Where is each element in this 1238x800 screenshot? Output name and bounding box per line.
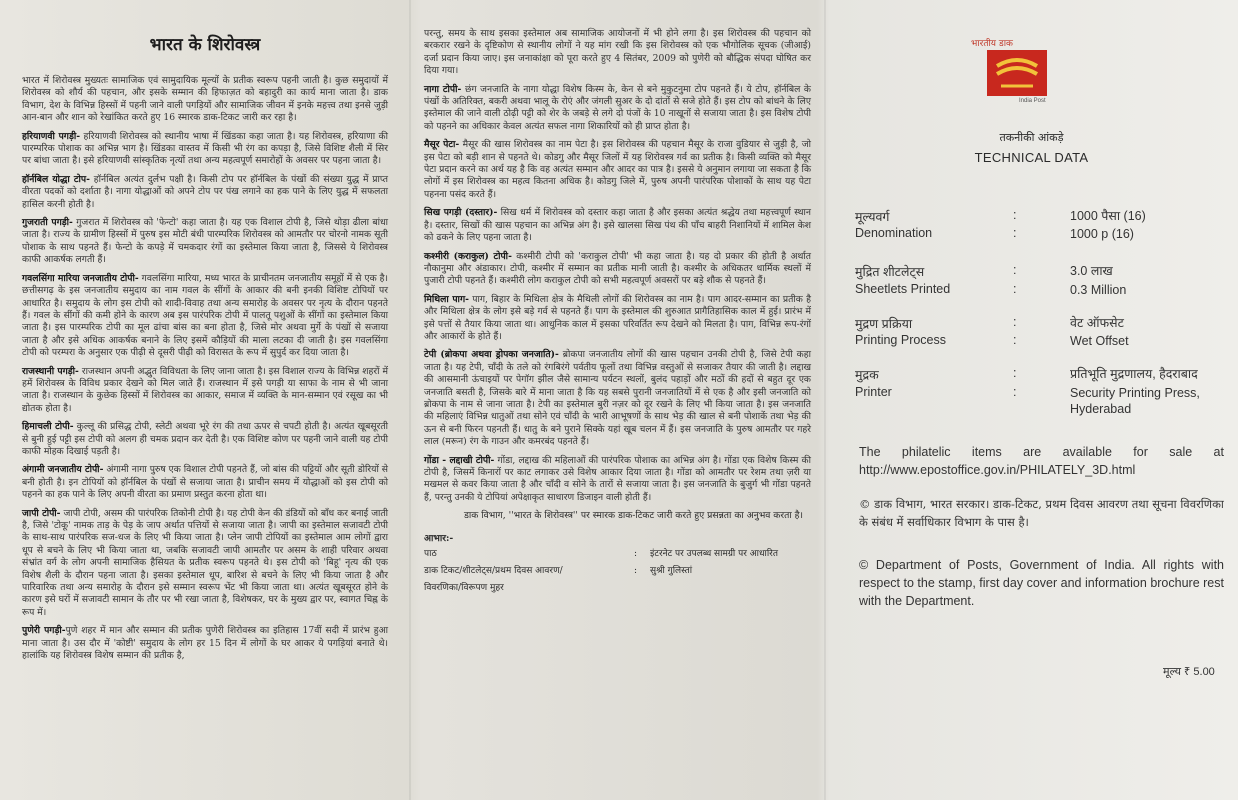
paragraph: [424, 294, 811, 344]
spec-value: Wet Offset: [1070, 334, 1129, 348]
paragraph-text: हॉर्नबिल अत्यंत दुर्लभ पक्षी है। किसी टोप पर हॉर्नबिल के पंखों की संख्या युद्ध में प्राप्त वीरता पदकों को दर्शाता है। नागा योद्धाओं को अपने टोप पर पंख लगाने का हक पाने के लिए युद्ध में सफलता हासिल करनी होती है।: [22, 173, 388, 210]
acknowledgement-value: सुश्री गुलिस्तां: [650, 565, 693, 576]
paragraph-text: राजस्थान अपनी अद्भुत विविधता के लिए जाना जाता है। इस विशाल राज्य के विभिन्न शहरों में हमें शिरोवस्त्र के विविध प्रकार देखने को मिल जाते हैं। राजस्थान में इसे पगड़ी या साफा के नाम से भी जाना जाता है। राजस्थान के कुछेक हिस्सों में शिरोवस्त्र का आकार, समाज में व्यक्ति के मान-सम्मान एवं रसूख का भी द्योतक होता है।: [22, 365, 388, 414]
paragraph: [22, 366, 388, 416]
paragraph-heading: टेपी (ब्रोकपा अथवा ड्रोपका जनजाति)-: [424, 349, 559, 361]
spec-sep: :: [1013, 282, 1017, 296]
paragraph-heading: हिमाचली टोपी-: [22, 421, 74, 433]
spec-sep: :: [1013, 226, 1017, 240]
acknowledgement-sep: :: [634, 565, 638, 576]
paragraph-text: कश्मीरी टोपी को 'कराकुल टोपी' भी कहा जाता है। यह दो प्रकार की होती है अर्थात नौकानुमा और अंडाकार। टोपी, कश्मीर में सम्मान का प्रतीक मानी जाती है। कश्मीर के अधिकतर धार्मिक स्थलों में पुजारी टोपी पहनते हैं। कश्मीरी लोग कराकुल टोपी को सभी महत्वपूर्ण अवसरों पर बड़े शौक से पहनते हैं।: [424, 250, 811, 287]
paragraph: [22, 75, 388, 125]
middle-paragraphs: [424, 28, 811, 504]
paragraph-heading: नागा टोपी-: [424, 83, 462, 95]
paragraph-text: गुजरात में शिरोवस्त्र को 'फेन्टो' कहा जाता है। यह एक विशाल टोपी है, जिसे थोड़ा ढीला बांधा जाता है। राज्य के ग्रामीण हिस्सों में पुरुष इस मोटी बंधी पारम्परिक शिरोवस्त्र को आमतौर पर चोरनो नामक सूती पोशाक के साथ पहनते हैं। फेन्टो के कपड़े में चमकदार रंगों का इस्तेमाल किया जाता है, जिससे ये शिरोवस्त्र काफी आकर्षक लगती हैं।: [22, 217, 388, 266]
spec-label: Printer: [855, 385, 892, 399]
paragraph-heading: गुजराती पगड़ी-: [22, 217, 73, 229]
spec-value: प्रतिभूति मुद्रणालय, हैदराबाद: [1070, 367, 1198, 381]
left-paragraphs: [22, 75, 388, 662]
paragraph-text: जापी टोपी, असम की पारंपरिक तिकोनी टोपी है। यह टोपी केन की डंडियों को बाँध कर बनाई जाती है, जिसे 'टोकू' नामक ताड़ के पेड़ के जाप अर्थात पत्तियों से सजाया जाता है। जापी का इस्तेमाल सजावटी टोपी के साथ-साथ पारंपरिक सज-धज के लिए भी किया जाता है। प्लेन जापी टोपियों का इस्तेमाल आम लोगों द्वारा धूप से बचने के लिए भी किया जाता था, जबकि सजावटी जापी आमतौर पर असम के शाही परिवार अथवा संभ्रांत वर्ग के लोग अपनी सामाजिक हैसियत के प्रतीक स्वरूप पहनते थे। इस टोपी को 'बिहू' नृत्य की एक विशेष शैली के दौरान पहना जाता है। इसका इस्तेमाल धूप, बारिश से बचने के लिए भी किया जाता है और पारिवारिक तथा अन्य समारोह के दौरान इसे सम्मान स्वरूप भेंट भी किया जाता था। अत्यंत खूबसूरत होने के कारण इसे घरों में सजावटी सामान के तौर पर भी रखा जाता है, विशेषकर, घर के मुख्य द्वार पर, स्वागत चिह्न के रूप में।: [22, 507, 389, 618]
paragraph-heading: गवलसिंगा मारिया जनजातीय टोपी-: [22, 272, 139, 284]
spec-label: मुद्रण प्रक्रिया: [855, 317, 913, 331]
paragraph-text: गोंडा, लद्दाख की महिलाओं की पारंपरिक पोशाक का अभिन्न अंग है। गोंडा एक विशेष किस्म की टोपी है, जिसमें किनारों पर काट लगाकर उसे विशेष आकार दिया जाता है। गोंडा को आमतौर पर रेशम तथा ज़री या मखमल से कवर किया जाता है और चाँदी व सोने के तारों से सजाया जाता है। इस जनजाति के बुजुर्ग भी गोंडा पहनते हैं, परन्तु उनकी ये टोपियां अपेक्षाकृत साधारण डिजाइन वाली होती हैं।: [424, 454, 811, 503]
acknowledgement-row: [424, 548, 811, 561]
price-label: मूल्य ₹ 5.00: [1163, 666, 1215, 678]
spec-label: Denomination: [855, 226, 933, 240]
paragraph: [22, 421, 388, 458]
spec-label: Printing Process: [855, 333, 947, 347]
paragraph-heading: हॉर्नबिल योद्धा टोप-: [22, 173, 90, 185]
paragraph-heading: पुणेरी पगड़ी-: [22, 625, 66, 637]
copyright-english: © Department of Posts, Government of India. All rights with respect to the stamp, first day cover and information brochure rest with the Department.: [859, 558, 1224, 608]
paragraph-text: हरियाणवी शिरोवस्त्र को स्थानीय भाषा में खिंडका कहा जाता है। यह शिरोवस्त्र, हरियाणा की पारम्परिक पोशाक का अभिन्न भाग है। खिंडका वास्तव में किसी भी रंग का कपड़ा है, जिसे विशिष्ट शैली में सिर पर बांधा जाता है। इसे हरियाणवी सांस्कृतिक नृत्यों तथा अन्य महत्वपूर्ण समारोहों के अवसर पर पहना जाता है।: [22, 130, 388, 167]
paragraph: [424, 28, 811, 78]
closing-note: डाक विभाग, ''भारत के शिरोवस्त्र'' पर स्मारक डाक-टिकट जारी करते हुए प्रसन्नता का अनुभव करता है।: [464, 510, 804, 522]
acknowledgement-value: इंटरनेट पर उपलब्ध सामग्री पर आधारित: [650, 548, 778, 559]
spec-value: 3.0 लाख: [1070, 264, 1113, 278]
paragraph-heading: जापी टोपी-: [22, 507, 61, 519]
spec-sep: :: [1013, 315, 1017, 329]
spec-label: मुद्रित शीटलेट्स: [855, 265, 925, 279]
acknowledgement-list: [424, 548, 811, 595]
paragraph: [424, 349, 811, 448]
spec-label: Sheetlets Printed: [855, 282, 951, 296]
paragraph-heading: मिथिला पाग-: [424, 293, 469, 305]
india-post-logo: [971, 36, 1061, 116]
spec-sep: :: [1013, 208, 1017, 222]
paragraph-heading: मैसूर पेटा-: [424, 139, 460, 151]
right-column: [825, 0, 1238, 800]
paragraph-text: सिख धर्म में शिरोवस्त्र को दस्तार कहा जाता है और इसका अत्यंत श्रद्धेय तथा महत्त्वपूर्ण स्थान है। दस्तार, सिखों की खास पहचान का अभिन्न अंग है। इसे खालसा सिख पंथ की पाँच बाहरी निशानियों में शामिल केश को ढकने के लिए पहना जाता है।: [424, 207, 811, 244]
spec-value: 0.3 Million: [1070, 283, 1127, 297]
logo-subtext: India Post: [1019, 98, 1046, 104]
paragraph: [424, 207, 811, 244]
spec-sep: :: [1013, 366, 1017, 380]
spec-value: 1000 पैसा (16): [1070, 209, 1146, 223]
paragraph-text: कुल्लू की प्रसिद्ध टोपी, स्लेटी अथवा भूरे रंग की तथा ऊपर से चपटी होती है। अत्यंत खूबसूरती से बुनी हुई पट्टी इस टोपी को अलग ही चमक प्रदान कर देती है। एक विशिष्ट कोण पर पहनी जाने वाली यह टोपी काफी मोहक दिखाई पड़ती है।: [22, 421, 388, 457]
paragraph-heading: राजस्थानी पगड़ी-: [22, 365, 79, 377]
paragraph: [22, 174, 388, 211]
paragraph-text: पुणे शहर में मान और सम्मान की प्रतीक पुणेरी शिरोवस्त्र का इतिहास 17वीं सदी में प्रारंभ हुआ माना जाता है। उस दौर में 'कोष्टी' समुदाय के लोग हर 15 दिन में लोगों के घर आकर ये पगड़ियां बनाते थे। हालांकि यह शिरोवस्त्र विशेष सम्मान की प्रतीक है,: [22, 625, 388, 662]
acknowledgement-row: [424, 582, 811, 595]
spec-sep: :: [1013, 333, 1017, 347]
copyright-hindi: © डाक विभाग, भारत सरकार। डाक-टिकट, प्रथम दिवस आवरण तथा सूचना विवरणिका के संबंध में सर्वाधिकार विभाग के पास है।: [859, 497, 1224, 529]
paragraph: [424, 139, 811, 201]
paragraph-text: ब्रोकपा जनजातीय लोगों की खास पहचान उनकी टोपी है, जिसे टेपी कहा जाता है। यह टेपी, चाँदी के तले को रंगबिरंगे पर्वतीय फूलों तथा विभिन्न वस्तुओं से सजाकर तैयार की जाती है। लद्दाख की आसमानी ऊंचाइयों पर पेगॉग झील जैसे सामान्य पर्यटन स्थलों, बुलंद पहाड़ों और मठों की हदों से बहुत दूर एक जनजाति बसती है, जिसके बारे में माना जाता है कि यह सबसे पुरानी जनजातियों में से एक है और इसी जनजाति को ब्रोकपा के नाम से जाना जाता है। टेपी का इस्तेमाल बुरी नज़र को दूर रखने के लिए भी किया जाता है। इस जनजाति की महिलाएं विभिन्न धातुओं तथा सोने एवं चाँदी के भारी आभूषणों के साथ भेड़ की खाल से बनी पोशाकें तथा भेड़ की ऊन से बनी फिरन पहनती हैं। धातु के बने पुराने सिक्के यहां खूब चलन में हैं। इस जनजाति के पुरुष आमतौर पर गहरे लाल (मरून) रंग के गाउन और कमरबंद पहनते हैं।: [424, 349, 811, 448]
spec-label: मूल्यवर्ग: [855, 210, 890, 224]
acknowledgement-sep: :: [634, 548, 638, 559]
paragraph: [22, 217, 388, 267]
paragraph-text: भारत में शिरोवस्त्र मुख्यतः सामाजिक एवं सामुदायिक मूल्यों के प्रतीक स्वरूप पहनी जाती है। कुछ समुदायों में शिरोवस्त्र को शौर्य की पहचान, और इसके सम्मान की हिफाज़त को बहादुरी का कार्य माना जाता है। डाक विभाग, देश के विभिन्न हिस्सों में पहनी जाने वाली पगड़ियों और सामाजिक जीवन में इनके महत्त्व तथा इनसे जुड़ी आन-बान और शान को रेखांकित करते हुए 16 स्मारक डाक-टिकट जारी कर रहा है।: [22, 75, 388, 124]
acknowledgement-label: पाठ: [424, 548, 437, 559]
spec-sep: :: [1013, 263, 1017, 277]
spec-label: मुद्रक: [855, 368, 879, 382]
logo-text: भारतीय डाक: [971, 39, 1013, 49]
paragraph: [424, 455, 811, 505]
paragraph: [22, 464, 388, 501]
paragraph: [22, 508, 388, 620]
philatelic-note: The philatelic items are available for sale at http://www.epostoffice.gov.in/PHILATELY_3D.html: [859, 445, 1224, 477]
acknowledgement-row: [424, 565, 811, 578]
logo-mark: [987, 50, 1047, 96]
technical-data-title: TECHNICAL DATA: [974, 150, 1089, 165]
paragraph-text: पाग, बिहार के मिथिला क्षेत्र के मैथिली लोगों की शिरोवस्त्र का नाम है। पाग आदर-सम्मान का प्रतीक है और मिथिला क्षेत्र के लोग इसे बड़े गर्व से पहनते हैं। पाग के इस्तेमाल की शुरुआत प्रागैतिहासिक काल में हुई। प्रारंभ में इसे पत्तों से तैयार किया जाता था। आधुनिक काल में इसका परिवर्तित रूप देखने को मिलता है। पाग, विभिन्न रूप-रंगों और आकारों के होते हैं।: [424, 293, 812, 342]
acknowledgement-label: डाक टिकट/शीटलेट्स/प्रथम दिवस आवरण/: [424, 565, 563, 576]
paragraph-heading: हरियाणवी पगड़ी-: [22, 130, 81, 142]
paragraph-heading: कश्मीरी (कराकुल) टोपी-: [424, 250, 512, 262]
spec-sep: :: [1013, 385, 1017, 399]
acknowledgement-label: विवरणिका/विरूपण मुहर: [424, 582, 504, 593]
acknowledgement-value: [650, 582, 811, 595]
technical-data-title-hindi: तकनीकी आंकड़े: [999, 131, 1064, 144]
paragraph-text: गवलसिंगा मारिया, मध्य भारत के प्राचीनतम जनजातीय समूहों में से एक है। छत्तीसगढ़ के इस जनजातीय समुदाय का नाम गवल के सींगों के आकार की बनी इनकी विशिष्ट टोपियों पर आधारित है। समुदाय के लोग इस टोपी को शादी-विवाह तथा अन्य समारोह के अवसर पर नृत्य के दौरान पहनते हैं। गवल के सींगों की कमी होने के कारण अब इस पारंपरिक टोपी में पालतू पशुओं के सींगों का इस्तेमाल किया जाता है। इस पारम्परिक टोपी का मूल ढांचा बांस का बना होता है, जिसे मोर अथवा मुर्गे के पंखों से सजाया जाता है और इसे अधिक आकर्षक बनाने के लिए इसमें कौड़ियों की माला लटका दी जाती है। इस गवलसिंगा टोपी को परम्परा के अनुसार एक पीढ़ी से दूसरी पीढ़ी को विरासत के रूप में सुपुर्द कर दिया जाता है।: [22, 272, 388, 359]
paragraph-heading: अंगामी जनजातीय टोपी-: [22, 464, 104, 476]
spec-value: Security Printing Press, Hyderabad: [1070, 386, 1200, 416]
paragraph-text: छंग जनजाति के नागा योद्धा विशेष किस्म के, केन से बने मुकुटनुमा टोप पहनते हैं। ये टोप, हॉर्नबिल के पंखों के अतिरिक्त, बकरी अथवा भालू के रोएं और जंगली सुअर के दो दांतों से सजे होते हैं। इस टोप को बांधने के लिए इस्तेमाल की जाने वाली ठोढ़ी पट्टी को शेर के जबड़े से लगे दो पंजों के 10 नाखूनों से सजाया जाता है। इस विशेष टोपी को पहनने का अधिकार केवल अत्यंत सफल नागा शिकारियों को ही प्राप्त होता है।: [424, 83, 811, 132]
acknowledgement-heading: आभार:-: [424, 532, 454, 544]
paragraph: [22, 131, 388, 168]
page-title: भारत के शिरोवस्त्र: [149, 35, 261, 55]
paragraph-heading: सिख पगड़ी (दस्तार)-: [424, 207, 498, 219]
paragraph: [22, 273, 388, 360]
paragraph-heading: गोंडा - लद्दाखी टोपी-: [424, 454, 495, 466]
paragraph-text: मैसूर की खास शिरोवस्त्र का नाम पेटा है। इस शिरोवस्त्र की पहचान मैसूर के राजा वुडियार से जुड़ी है, जो इस पेटा को बड़ी शान से पहनते थे। कोडगु और मैसूर जिलों में यह शिरोवस्त्र गर्व का प्रतीक है। किसी व्यक्ति को मैसूर पेटा प्रदान करने का अर्थ यह है कि वह अत्यंत सम्मान और आदर का पात्र है। इससे ये अनुमान लगाया जा सकता है कि लोगों में इस शिरोवस्त्र का महत्व कितना अधिक है। कोडगु जिले में, पुरुष अपनी पारंपरिक पोशाकों के साथ यह पेटा पहनना पसंद करते हैं।: [424, 139, 812, 200]
paragraph: [22, 625, 388, 662]
paragraph: [424, 251, 811, 288]
spec-value: वेट ऑफसेट: [1070, 316, 1124, 330]
paragraph-text: परन्तु, समय के साथ इसका इस्तेमाल अब सामाजिक आयोजनों में भी होने लगा है। इस शिरोवस्त्र की पहचान को बरकरार रखने के दृष्टिकोण से स्थानीय लोगों ने यह मांग रखी कि इस शिरोवस्त्र को एक भौगोलिक सूचक (जीआई) दर्जा प्रदान किया जाए। इस जनाकांक्षा को पूरा करते हुए 4 सितंबर, 2009 को पुणेरी को बौद्धिक संपदा घोषित कर दिया गया।: [424, 28, 811, 77]
paragraph: [424, 84, 811, 134]
acknowledgement-sep: [634, 582, 650, 595]
spec-value: 1000 p (16): [1070, 227, 1134, 241]
middle-column: [410, 0, 825, 800]
paragraph-text: अंगामी नागा पुरुष एक विशाल टोपी पहनते हैं, जो बांस की पट्टियों और सूती डोरियों से बनी होती है। इन टोपियों को हॉर्नबिल के पंखों से सजाया जाता है। प्राचीन समय में योद्धाओं को इस टोपी को पहनने का हक पाने के लिए अपनी वीरता का प्रमाण प्रस्तुत करना होता था।: [22, 464, 388, 501]
left-column: [0, 0, 410, 800]
